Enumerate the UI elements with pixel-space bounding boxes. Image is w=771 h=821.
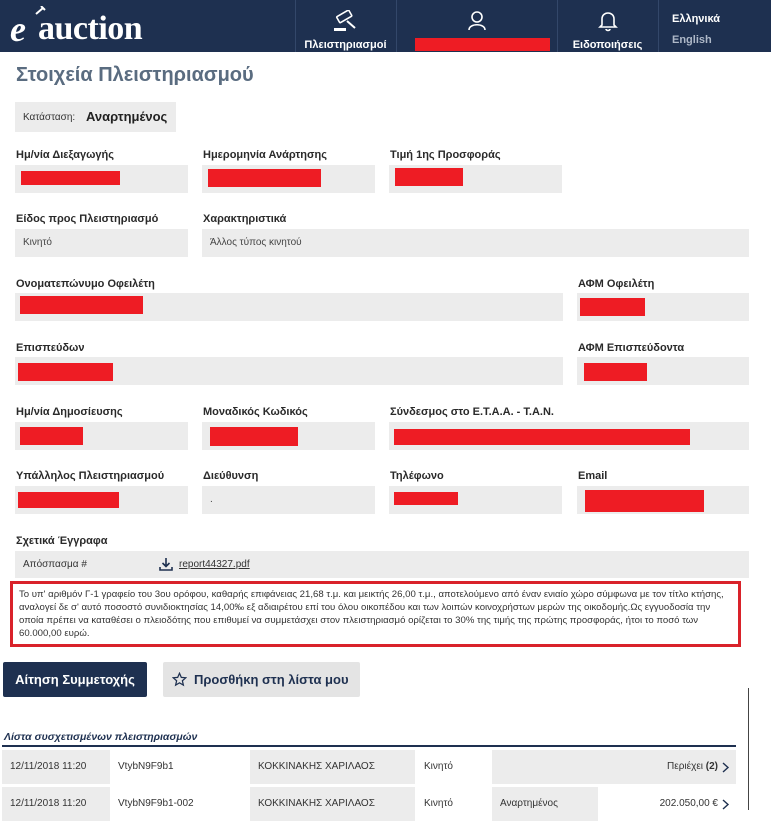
redaction [394, 492, 458, 505]
field-officer [15, 486, 188, 514]
redaction [18, 363, 113, 381]
add-to-list-label: Προσθήκη στη λίστα μου [194, 672, 349, 687]
document-row [15, 551, 749, 578]
page-title: Στοιχεία Πλειστηριασμού [16, 64, 254, 86]
language-switcher [658, 0, 771, 52]
nav-auctions-label: Πλειστηριασμοί [304, 39, 387, 51]
table-row[interactable] [2, 787, 736, 821]
label-unique-code: Μοναδικός Κωδικός [203, 406, 308, 418]
row-code: VtybN9F9b1-002 [118, 798, 194, 809]
field-unique-code [202, 422, 375, 450]
lang-english[interactable]: English [672, 34, 712, 46]
gavel-icon [331, 10, 361, 32]
label-publication-date: Ημ/νία Δημοσίευσης [16, 406, 123, 418]
contains-label: Περιέχει [667, 761, 703, 772]
field-publication-date [15, 422, 188, 450]
field-debtor-afm [577, 293, 749, 321]
field-address [202, 486, 375, 514]
field-etaa-link[interactable] [389, 422, 749, 450]
redaction [210, 427, 298, 446]
nav-notifications-label: Ειδοποιήσεις [572, 39, 643, 51]
label-first-offer-price: Τιμή 1ης Προσφοράς [390, 149, 501, 161]
status-value: Αναρτημένος [86, 109, 168, 124]
nav-user[interactable] [396, 0, 556, 52]
divider [748, 688, 749, 810]
redaction [584, 363, 647, 381]
redaction [394, 429, 690, 445]
related-auctions-title: Λίστα συσχετισμένων πλειστηριασμών [4, 731, 198, 743]
field-debtor-name [15, 293, 563, 321]
field-phone [389, 486, 562, 514]
row-contains[interactable] [492, 750, 736, 784]
field-first-offer-price [389, 165, 562, 193]
status-label: Κατάσταση: [23, 112, 76, 123]
row-price: 202.050,00 € [659, 798, 718, 809]
row-type: Κινητό [424, 798, 453, 809]
logo-letter-e: e [10, 9, 26, 49]
redaction [580, 298, 645, 316]
redaction [208, 169, 321, 187]
row-code: VtybN9F9b1 [118, 761, 174, 772]
row-status: Αναρτημένος [492, 787, 598, 821]
star-icon [172, 672, 187, 687]
field-conduct-date [15, 165, 188, 193]
label-conduct-date: Ημ/νία Διεξαγωγής [16, 149, 114, 161]
auction-description: Το υπ' αριθμόν Γ-1 γραφείο του 3ου ορόφου, καθαρής επιφάνειας 21,68 τ.μ. και μεικτής 26,00 τ.μ., αποτελούμενο από έναν ενιαίο χώρο σύμφωνα με τον τίτλο κτήσης, αναλογεί δε σ' αυτό ποσοστό συνιδιοκτησίας 14,00‰ εξ αδιαιρέτου επί του όλου οικοπέδου και των λοιπών κοινοχρήστων μερών της οικοδομής.Ως εγγυοδοσία την οποία πρέπει να καταθέσει ο πλειοδότης που επιθυμεί να συμμετάσχει στον πλειστηριασμό ορίζεται το 30% της τιμής της πρώτης προσφοράς, ήτοι το ποσό των 60.000,00 ευρώ. [10, 581, 741, 647]
label-post-date: Ημερομηνία Ανάρτησης [203, 149, 327, 161]
logo-wordmark: auction [38, 10, 143, 47]
chevron-right-icon [722, 799, 730, 810]
label-documents: Σχετικά Έγγραφα [16, 535, 108, 547]
row-type: Κινητό [424, 761, 453, 772]
status-badge [15, 102, 176, 132]
redaction [395, 168, 463, 186]
row-date: 12/11/2018 11:20 [2, 787, 110, 821]
label-debtor-name: Ονοματεπώνυμο Οφειλέτη [16, 278, 155, 290]
user-icon [467, 10, 487, 32]
bell-icon [598, 10, 618, 32]
contains-count: (2) [705, 761, 718, 772]
field-email [577, 486, 749, 514]
field-characteristics [202, 229, 749, 257]
top-navigation-bar [0, 0, 771, 52]
label-etaa-link: Σύνδεσμος στο Ε.Τ.Α.Α. - Τ.Α.Ν. [390, 406, 554, 418]
lang-greek[interactable]: Ελληνικά [672, 13, 720, 25]
chevron-right-icon [722, 762, 730, 773]
user-name-redaction [415, 38, 550, 51]
redaction [18, 492, 119, 508]
row-name: ΚΟΚΚΙΝΑΚΗΣ ΧΑΡΙΛΑΟΣ [250, 750, 415, 784]
redaction [21, 171, 120, 185]
characteristics-value: Άλλος τύπος κινητού [210, 237, 302, 248]
label-phone: Τηλέφωνο [390, 470, 444, 482]
label-characteristics: Χαρακτηριστικά [203, 213, 287, 225]
label-officer: Υπάλληλος Πλειστηριασμού [16, 470, 165, 482]
item-type-value: Κινητό [23, 237, 52, 248]
field-pursuer [15, 357, 563, 385]
download-icon[interactable] [159, 557, 173, 571]
field-post-date [202, 165, 375, 193]
label-pursuer-afm: ΑΦΜ Επισπεύδοντα [578, 342, 685, 354]
label-item-type: Είδος προς Πλειστηριασμό [16, 213, 159, 225]
row-name: ΚΟΚΚΙΝΑΚΗΣ ΧΑΡΙΛΑΟΣ [250, 787, 415, 821]
table-row[interactable] [2, 750, 736, 784]
redaction [20, 296, 143, 314]
apply-button[interactable]: Αίτηση Συμμετοχής [3, 662, 147, 697]
label-pursuer: Επισπεύδων [16, 342, 85, 354]
nav-auctions[interactable] [295, 0, 395, 52]
add-to-list-button[interactable] [163, 662, 360, 697]
label-debtor-afm: ΑΦΜ Οφειλέτη [578, 278, 655, 290]
redaction [20, 427, 83, 445]
label-address: Διεύθυνση [203, 470, 259, 482]
field-item-type [15, 229, 188, 257]
row-date: 12/11/2018 11:20 [2, 750, 110, 784]
row-price-cell[interactable] [599, 787, 736, 821]
redaction [585, 490, 704, 512]
eauction-logo[interactable] [10, 8, 180, 48]
document-type-label: Απόσπασμα # [23, 559, 87, 570]
label-email: Email [578, 470, 608, 482]
address-value: . [210, 494, 213, 505]
divider [2, 745, 736, 747]
field-pursuer-afm [577, 357, 749, 385]
document-file-link[interactable]: report44327.pdf [179, 559, 250, 570]
nav-notifications[interactable] [557, 0, 657, 52]
